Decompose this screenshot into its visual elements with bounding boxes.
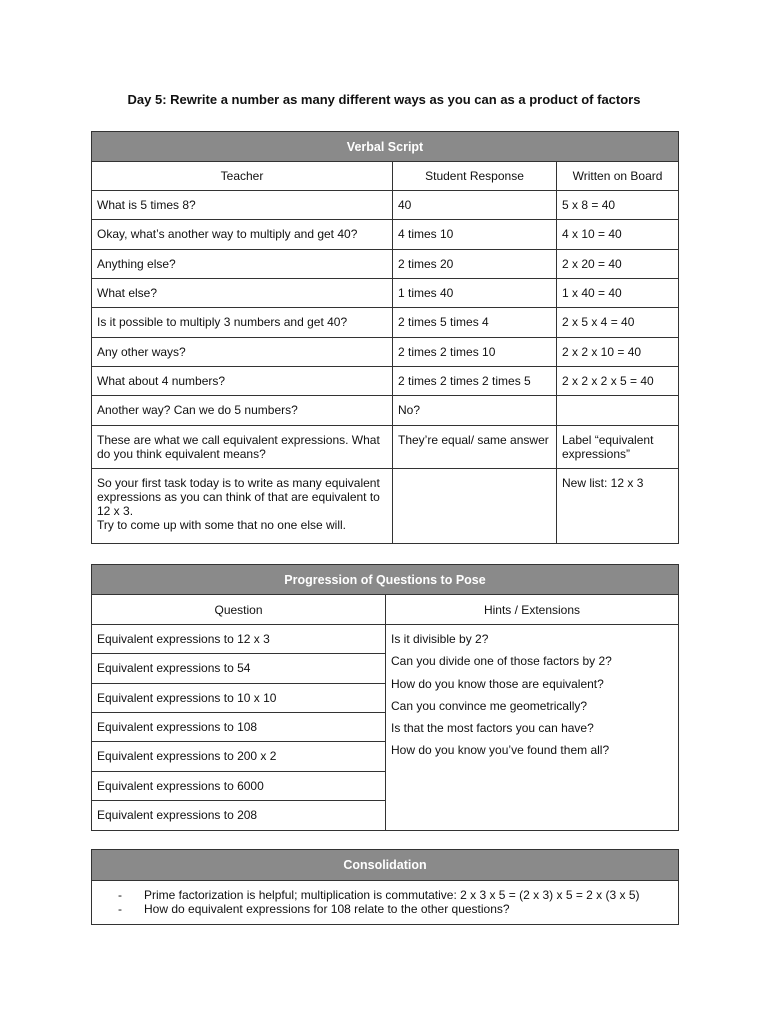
student-cell: No? [393,396,557,426]
question-cell: Equivalent expressions to 200 x 2 [92,742,386,772]
board-cell: New list: 12 x 3 [557,469,679,544]
teacher-cell [92,469,393,544]
column-header-hints: Hints / Extensions [386,595,679,625]
column-header-written-on-board: Written on Board [557,162,679,191]
student-cell: They’re equal/ same answer [393,426,557,469]
student-cell: 2 times 2 times 2 times 5 [393,367,557,396]
table-row [92,279,679,308]
column-header-student-response: Student Response [393,162,557,191]
board-cell [557,396,679,426]
hint-item: Can you convince me geometrically? [391,698,588,713]
verbal-script-header: Verbal Script [92,132,679,162]
table-row [92,220,679,250]
teacher-cell: Is it possible to multiply 3 numbers and get 40? [92,308,393,338]
consolidation-table [91,849,679,925]
list-item [96,888,674,902]
hint-item: How do you know those are equivalent? [391,676,604,691]
column-header-teacher: Teacher [92,162,393,191]
question-cell: Equivalent expressions to 10 x 10 [92,684,386,713]
teacher-cell: These are what we call equivalent expressions. What do you think equivalent means? [92,426,393,469]
table-row [92,338,679,367]
progression-table [91,564,679,831]
bullet-dash: - [118,902,122,916]
table-row [92,367,679,396]
table-row [92,396,679,426]
board-cell: 2 x 2 x 2 x 5 = 40 [557,367,679,396]
column-header-question: Question [92,595,386,625]
bullet-dash: - [118,888,122,902]
teacher-cell: What about 4 numbers? [92,367,393,396]
student-cell [393,469,557,544]
student-cell: 40 [393,191,557,220]
teacher-text: So your first task today is to write as many equivalent expressions as you can think of that are equivalent to 12 x 3. [97,476,380,518]
verbal-script-table [91,131,679,544]
consolidation-header: Consolidation [92,850,679,881]
teacher-text-line2: Try to come up with some that no one else will. [97,518,346,532]
question-cell: Equivalent expressions to 108 [92,713,386,742]
table-row [92,191,679,220]
page-title: Day 5: Rewrite a number as many different ways as you can as a product of factors [127,92,641,107]
question-cell: Equivalent expressions to 54 [92,654,386,684]
hint-item: Can you divide one of those factors by 2? [391,654,612,669]
student-cell: 2 times 5 times 4 [393,308,557,338]
question-cell: Equivalent expressions to 208 [92,801,386,831]
table-row [92,469,679,544]
hint-item: How do you know you’ve found them all? [391,743,610,758]
board-cell: 2 x 2 x 10 = 40 [557,338,679,367]
hint-item: Is that the most factors you can have? [391,721,594,736]
hint-item: Is it divisible by 2? [391,632,489,646]
progression-header: Progression of Questions to Pose [92,565,679,595]
student-cell: 2 times 2 times 10 [393,338,557,367]
consolidation-list [92,881,679,925]
teacher-cell: Any other ways? [92,338,393,367]
teacher-cell: Anything else? [92,250,393,279]
question-cell: Equivalent expressions to 12 x 3 [92,625,386,654]
consolidation-item: How do equivalent expressions for 108 relate to the other questions? [144,902,510,916]
student-cell: 1 times 40 [393,279,557,308]
board-cell: 2 x 20 = 40 [557,250,679,279]
teacher-cell: Another way? Can we do 5 numbers? [92,396,393,426]
student-cell: 4 times 10 [393,220,557,250]
list-item [96,902,674,916]
table-row [92,426,679,469]
board-cell: 4 x 10 = 40 [557,220,679,250]
board-cell: 1 x 40 = 40 [557,279,679,308]
consolidation-item: Prime factorization is helpful; multiplication is commutative: 2 x 3 x 5 = (2 x 3) x 5 = 2 x (3 x 5) [144,888,640,902]
teacher-cell: What is 5 times 8? [92,191,393,220]
board-cell: Label “equivalent expressions” [557,426,679,469]
board-cell: 2 x 5 x 4 = 40 [557,308,679,338]
hints-cell [386,625,679,831]
student-cell: 2 times 20 [393,250,557,279]
table-row [92,250,679,279]
question-cell: Equivalent expressions to 6000 [92,772,386,801]
table-row [92,308,679,338]
teacher-cell: Okay, what’s another way to multiply and get 40? [92,220,393,250]
teacher-cell: What else? [92,279,393,308]
board-cell: 5 x 8 = 40 [557,191,679,220]
